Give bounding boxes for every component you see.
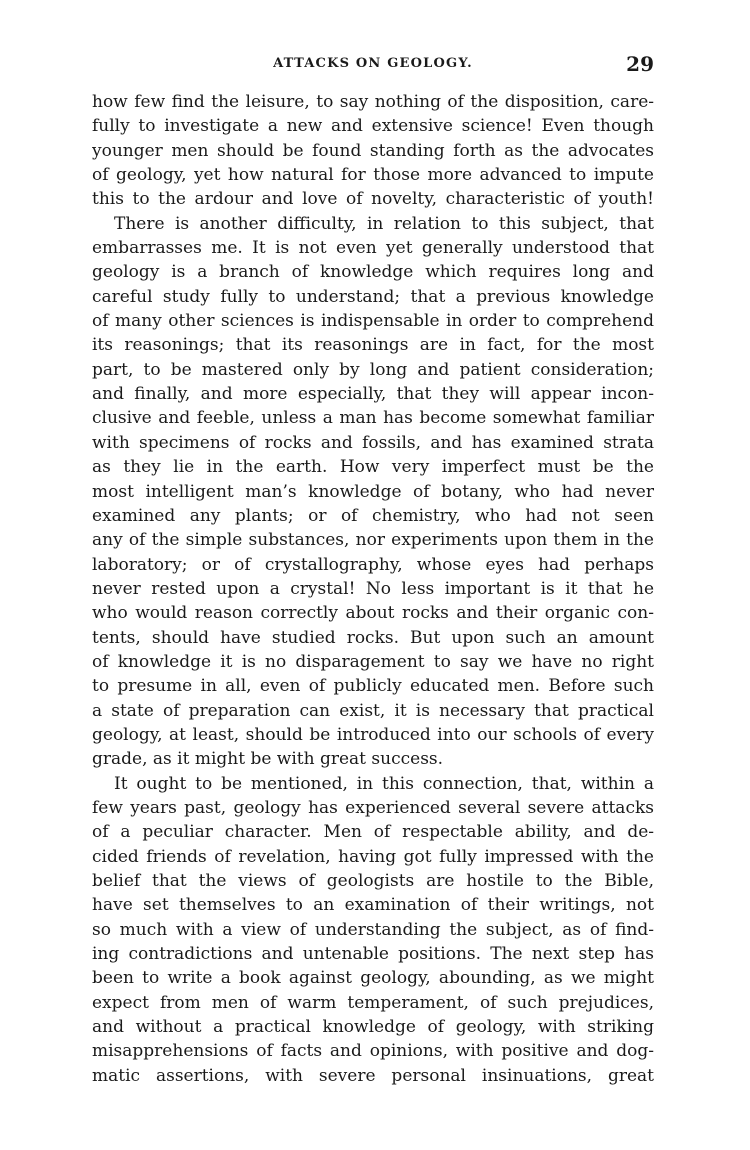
text-line: embarrasses me. It is not even yet generally understood that [92,238,654,259]
text-line: ing contradictions and untenable positions. The next step has [92,944,654,965]
text-line: laboratory; or of crystallography, whose eyes had perhaps [92,554,654,575]
text-line: misapprehensions of facts and opinions, with positive and dog- [92,1041,654,1062]
text-line: few years past, geology has experienced several severe attacks [92,797,654,818]
text-line: grade, as it might be with great success. [92,749,444,770]
text-line: and without a practical knowledge of geology, with striking [92,1017,654,1038]
text-line: with specimens of rocks and fossils, and has examined strata [92,432,654,453]
text-line: geology, at least, should be introduced into our schools of every [92,724,654,745]
text-line: matic assertions, with severe personal insinuations, great [92,1065,654,1086]
text-line: have set themselves to an examination of their writings, not [92,895,654,916]
text-line: part, to be mastered only by long and patient consideration; [92,359,654,380]
text-line: of a peculiar character. Men of respectable ability, and de- [92,822,654,843]
text-line: how few find the leisure, to say nothing of the disposition, care- [92,92,654,112]
text-line: who would reason correctly about rocks and their organic con- [92,603,654,624]
text-line: of knowledge it is no disparagement to say we have no right [92,651,654,672]
text-line: and finally, and more especially, that they will appear incon- [92,384,654,405]
text-line: never rested upon a crystal! No less important is it that he [92,578,654,599]
page-number: 29 [626,52,654,76]
text-line: geology is a branch of knowledge which requires long and [92,262,654,283]
text-line: examined any plants; or of chemistry, who had not seen [92,505,654,526]
text-line: a state of preparation can exist, it is necessary that practical [92,700,654,721]
text-line: been to write a book against geology, abounding, as we might [92,968,654,989]
text-line: so much with a view of understanding the subject, as of find- [92,919,654,940]
body-text [92,90,654,1088]
text-line: fully to investigate a new and extensive science! Even though [92,116,654,137]
text-line: There is another difficulty, in relation to this subject, that [114,213,654,234]
text-line: any of the simple substances, nor experiments upon them in the [92,530,654,551]
text-line: to presume in all, even of publicly educated men. Before such [92,676,654,697]
running-title: ATTACKS ON GEOLOGY. [273,56,473,71]
text-line: belief that the views of geologists are hostile to the Bible, [92,871,654,891]
text-line: expect from men of warm temperament, of such prejudices, [92,992,654,1013]
text-line: most intelligent man’s knowledge of botany, who had never [92,481,654,502]
text-line: its reasonings; that its reasonings are in fact, for the most [92,335,654,356]
text-line: of geology, yet how natural for those more advanced to impute [92,165,654,186]
text-line: cided friends of revelation, having got fully impressed with the [92,846,654,867]
text-line: of many other sciences is indispensable in order to comprehend [92,311,654,332]
text-line: as they lie in the earth. How very imperfect must be the [92,457,654,478]
text-line: careful study fully to understand; that a previous knowledge [92,286,654,307]
text-line: this to the ardour and love of novelty, characteristic of youth! [92,189,654,210]
running-head [92,52,654,82]
text-line: It ought to be mentioned, in this connection, that, within a [114,773,654,794]
text-line: tents, should have studied rocks. But upon such an amount [92,627,654,648]
text-line: younger men should be found standing forth as the advocates [92,140,654,161]
text-line: clusive and feeble, unless a man has become somewhat familiar [92,408,654,429]
